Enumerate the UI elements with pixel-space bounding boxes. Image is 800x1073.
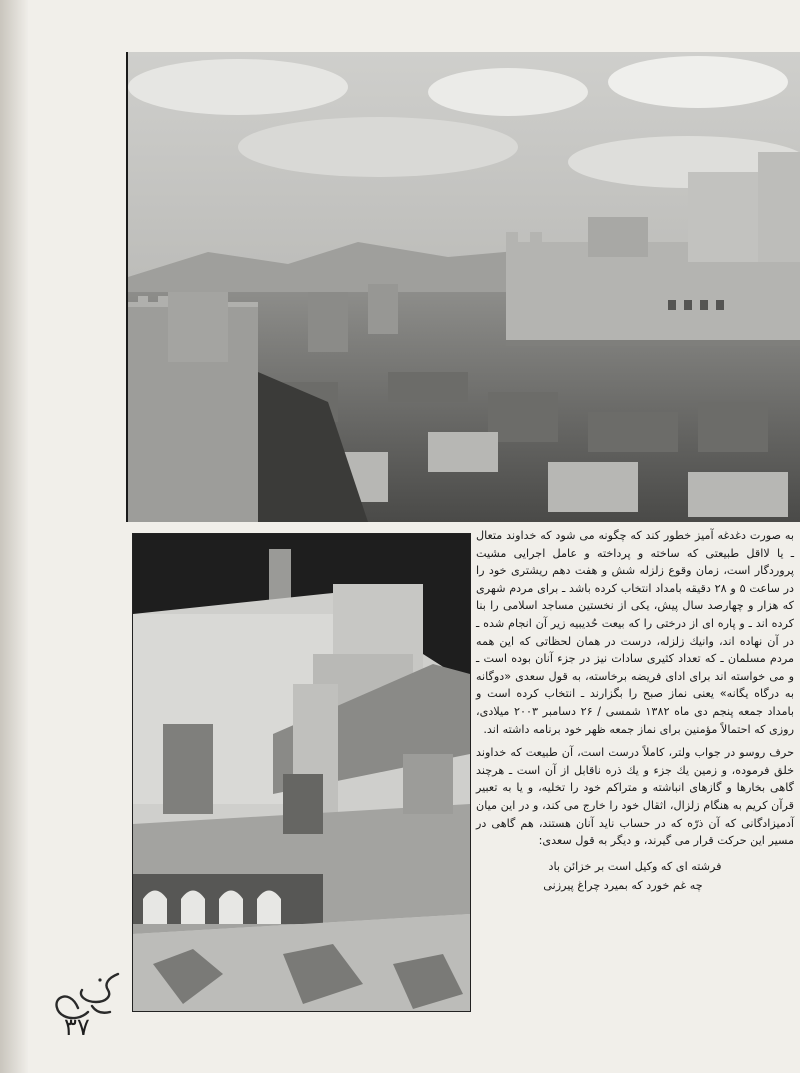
bottom-photo xyxy=(132,533,471,1012)
article-text-column xyxy=(476,527,794,997)
citadel-panorama-image xyxy=(128,52,800,522)
citadel-walls-image xyxy=(133,534,470,1011)
poem-line-1: فرشته ای که وکیل است بر خزائن باد xyxy=(548,859,722,873)
page-number: ۳۷ xyxy=(64,1013,90,1041)
article-paragraph-1: به صورت دغدغه آمیز خطور کند که چگونه می شود که خداوند متعال ـ یا لااقل طبیعتی که ساخته و پرداخته و عامل اجرایی مشیت پروردگار است، زمان وقوع زلزله شش و هفت دهم ریشتری خود را در ساعت ۵ و ۲۸ دقیقه بامداد انتخاب کرده باشد ـ برای مردم شهری که هزار و چهارصد سال پیش، یکی از نخستین مساجد اسلامی را بنا کرده اند ـ و پاره ای از درختی را که بیعت حُدیبیه زیر آن انجام شده ـ در آن نهاده اند، وانیك زلزله، درست در همان لحظاتی که این همه مردم مسلمان ـ که تعداد کثیری سادات نیز در جزء آنان بوده است ـ و می خواسته اند برای ادای فریضه برخاسته، به قول سعدی «دوگانه به درگاه یگانه» یعنی نماز صبح را بگزارند ـ انتخاب کرده است و بامداد جمعه پنجم دی ماه ۱۳۸۲ شمسی / ۲۶ دسامبر ۲۰۰۳ میلادی، روزی که احتمالاً مؤمنین برای نماز جمعه ظهر خود برنامه داشته اند. xyxy=(476,529,794,736)
article-paragraph-2: حرف روسو در جواب ولتر، کاملاً درست است، آن طبیعت که خداوند خلق فرموده، و زمین یك جزء و یك ذره ناقابل از آن است ـ هرچند گاهی بخارها و گازهای انباشته و متراکم خود را تخلیه، و یا به تعبیر قرآن کریم به هنگام زلزال، اثقال خود را خارج می کند، و در این میان آدمیزادگانی که آن ذرّه که در حساب ناید آنان هستند، هم گاهی در مسیر این حرکت قرار می گیرند، و دیگر به قول سعدی: xyxy=(476,746,794,848)
poem-verse xyxy=(476,858,794,895)
page-gutter-shadow xyxy=(0,0,28,1073)
top-photo xyxy=(126,52,800,522)
poem-line-2: چه غم خورد که بمیرد چراغ پیرزنی xyxy=(543,879,703,893)
